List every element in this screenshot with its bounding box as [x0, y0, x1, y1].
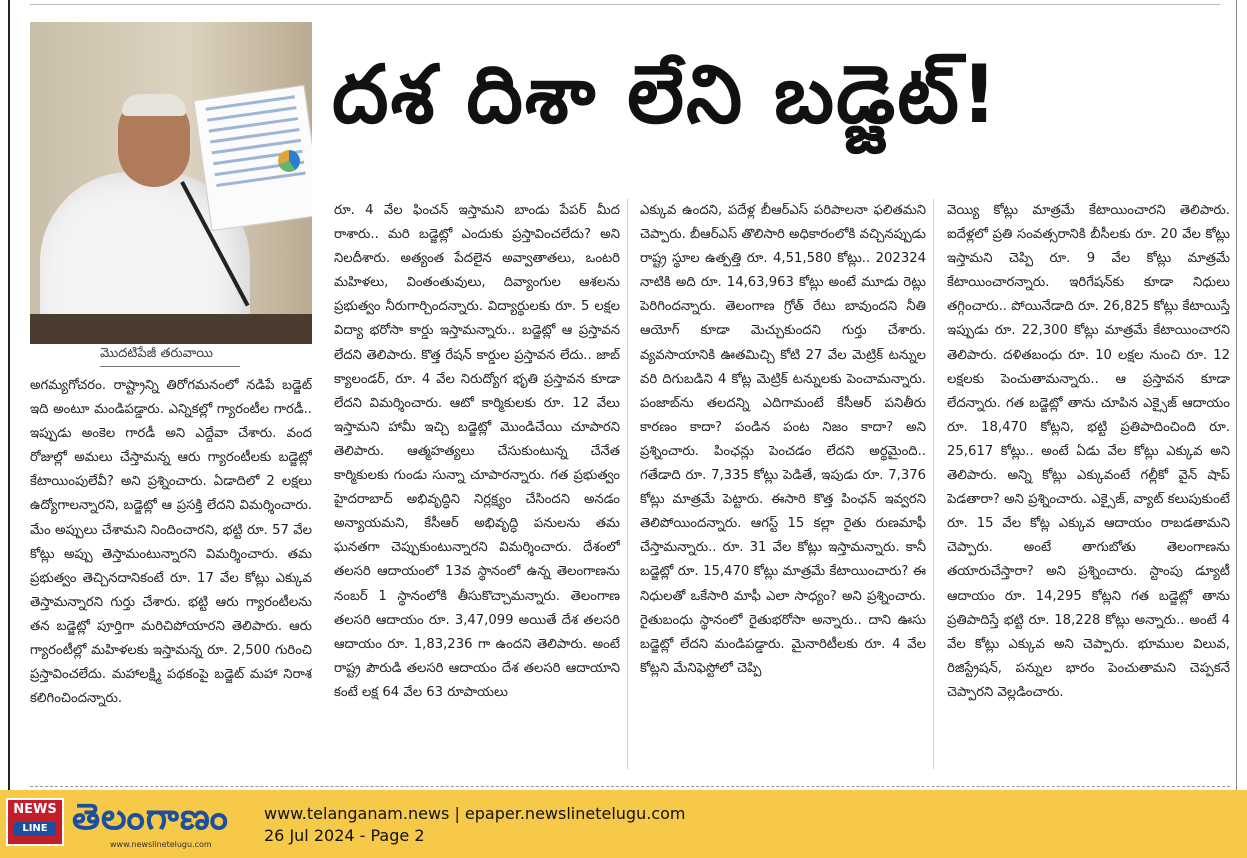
caption-underline — [100, 366, 240, 367]
newsline-logo: NEWS LINE — [6, 798, 64, 846]
edition-date: 26 Jul 2024 - Page 2 — [264, 826, 425, 845]
headline: దశ దిశా లేని బడ్జెట్! — [332, 48, 1000, 141]
footer-bar — [0, 790, 1247, 858]
photo-caption: మొదటిపేజీ తరువాయి — [100, 346, 214, 361]
site-links[interactable]: www.telanganam.news | epaper.newslinetelugu.com — [264, 804, 686, 823]
column-divider — [627, 199, 628, 769]
column-1-text: అగమ్యగోచరం. రాష్ట్రాన్ని తిరోగమనంలో నడిపే బడ్జెట్ ఇది అంటూ మండిపడ్డారు. ఎన్నికల్లో గ్యారంటీల గారడీ.. ఇప్పుడు అంకెల గారడీ అని ఎద్దేవా చేశారు. వంద రోజుల్లో అమలు చేస్తామన్న ఆరు గ్యారంటీలకు బడ్జెట్లో కేటాయింపులేవీ? అని ప్రశ్నించారు. ఏడాదిలో 2 లక్షలు ఉద్యోగాలన్నారని, బడ్జెట్లో ఆ ప్రసక్తి లేదని విమర్శించారు. మేం అప్పులు చేశామని నిందించారని, భట్టి రూ. 57 వేల కోట్లు అప్పు తెస్తామంటున్నారని విమర్శించారు. తమ ప్రభుత్వం తెచ్చినదానికంటే రూ. 17 వేల కోట్లు ఎక్కువ తెస్తామన్నారని గుర్తు చేశారు. భట్టి ఆరు గ్యారంటీలను తన బడ్జెట్లో పూర్తిగా మరిచిపోయారని తెలిపారు. ఆరు గ్యారంటీల్లో మహిళలకు ఇస్తామన్న రూ. 2,500 గురించి ప్రస్తావించలేదు. మహాలక్ష్మి పథకంపై బడ్జెట్ మహా నిరాశ కలిగించిందన్నారు. — [30, 378, 312, 707]
pie-graphic — [278, 150, 300, 172]
masthead-url: www.newslinetelugu.com — [110, 840, 212, 849]
article-column-1 — [30, 374, 312, 774]
column-divider — [933, 199, 934, 769]
masthead-title: తెలంగాణం — [72, 797, 229, 838]
column-3-text: ఎక్కువ ఉందని, పదేళ్ల బీఆర్ఎస్ పరిపాలనా ఫలితమని చెప్పారు. బీఆర్ఎస్ తొలిసారి అధికారంలోకి వచ్చినప్పుడు రాష్ట్ర స్థూల ఉత్పత్తి రూ. 4,51,580 కోట్లు.. 202324 నాటికి అది రూ. 14,63,963 కోట్లు అంటే మూడు రెట్లు పెరిగిందన్నారు. తెలంగాణ గ్రోత్ రేటు బావుందని నీతి ఆయోగ్ కూడా మెచ్చుకుందని గుర్తు చేశారు. వ్యవసాయానికి ఊతమిచ్చి కోటి 27 వేల మెట్రిక్ టన్నుల వరి దిగుబడిని 4 కోట్ల మెట్రిక్ టన్నులకు పెంచామన్నారు. పంజాబ్‌ను తలదన్ని ఎదిగామంటే కేసీఆర్ పనితీరు కారణం కాదా? పండిన పంట నిజం కాదా? అని ప్రశ్నించారు. పింఛన్లు పెంచడం లేదని అర్థమైంది.. గతేడాది రూ. 7,335 కోట్లు పెడితే, ఇపుడు రూ. 7,376 కోట్లు మాత్రమే పెట్టారు. ఈసారి కొత్త పింఛన్ ఇవ్వరని తెలిపోయిందన్నారు. ఆగస్ట్ 15 కల్లా రైతు రుణమాఫీ చేస్తామన్నారు.. రూ. 31 వేల కోట్లు ఇస్తామన్నారు. కానీ బడ్జెట్లో రూ. 15,470 కోట్లు మాత్రమే కేటాయించారు? ఈ నిధులతో ఒకేసారి మాఫీ ఎలా సాధ్యం? అని ప్రశ్నించారు. రైతుబంధు స్థానంలో రైతుభరోసా అన్నారు.. దాని ఊసు బడ్జెట్లో లేదని మండిపడ్డారు. మైనారిటీలకు రూ. 4 వేల కోట్లని మేనిఫెస్టోలో చెప్పి — [640, 203, 926, 676]
top-divider — [30, 4, 1220, 5]
article-column-2 — [334, 199, 620, 779]
article-column-3 — [640, 199, 926, 779]
page-right-rule — [1236, 0, 1237, 790]
column-4-text: వెయ్యి కోట్లు మాత్రమే కేటాయించారని తెలిపారు. ఐదేళ్లలో ప్రతి సంవత్సరానికి బీసీలకు రూ. 20 వేల కోట్లు ఇస్తామని చెప్పి రూ. 9 వేల కోట్లు మాత్రమే కేటాయించారన్నారు. ఇరిగేషన్‌కు కూడా నిధులు తగ్గించారు.. పోయినేడాది రూ. 26,825 కోట్లు కేటాయిస్తే ఇప్పుడు రూ. 22,300 కోట్లు మాత్రమే కేటాయించారని తెలిపారు. దళితబంధు రూ. 10 లక్షల నుంచి రూ. 12 లక్షలకు పెంచుతామన్నారు.. ఆ ప్రస్తావన కూడా లేదన్నారు. గత బడ్జెట్లో తాను చూపిన ఎక్సైజ్ ఆదాయం రూ. 18,470 కోట్లని, భట్టి ప్రతిపాదించింది రూ. 25,617 కోట్లు.. అంటే ఏడు వేల కోట్లు ఎక్కువ అని తెలిపారు. అన్ని కోట్లు ఎక్కువంటే గల్లీకో వైన్ షాప్ పెడతారా? అని ప్రశ్నించారు. ఎక్సైజ్, వ్యాట్ కలుపుకుంటే రూ. 15 వేల కోట్ల ఎక్కువ ఆదాయం రాబడతామని చెప్పారు. అంటే తాగుబోతు తెలంగాణను తయారుచేస్తారా? అని ప్రశ్నించారు. స్టాంపు డ్యూటీ ఆదాయం రూ. 14,295 కోట్లని గత బడ్జెట్లో తాను ప్రతిపాదిస్తే భట్టి రూ. 18,228 కోట్లు అన్నారు.. అంటే 4 వేల కోట్లు ఎక్కువ అని చెప్పారు. భూముల విలువ, రిజిస్ట్రేషన్, పన్నుల భారం పెంచుతామని చెప్పకనే చెప్పారని వెల్లడించారు. — [947, 203, 1230, 700]
article-column-4 — [947, 199, 1230, 779]
page-left-rule — [8, 0, 10, 790]
bottom-divider — [30, 786, 1230, 787]
article-photo — [30, 22, 312, 344]
column-2-text: రూ. 4 వేల ఫించన్ ఇస్తామని బాండు పేపర్ మీద రాశారు.. మరి బడ్జెట్లో ఎందుకు ప్రస్తావించలేదు? అని నిలదీశారు. అత్యంత పేదలైన అవ్వాతాతలు, ఒంటరి మహిళలు, వింతంతువులు, దివ్యాంగుల ఆశలను ప్రభుత్వం నీరుగార్చిందన్నారు. విద్యార్థులకు రూ. 5 లక్షల విద్యా భరోసా కార్డు ఇస్తామన్నారు.. బడ్జెట్లో ఆ ప్రస్తావన లేదని తెలిపారు. కొత్త రేషన్ కార్డుల ప్రస్తావన లేదు.. జాబ్ క్యాలండర్, రూ. 4 వేల నిరుద్యోగ భృతి ప్రస్తావన కూడా లేదని విమర్శించారు. ఆటో కార్మికులకు రూ. 12 వేలు ఇస్తామని హామీ ఇచ్చి బడ్జెట్లో మొండిచేయి చూపారని తెలిపారు. ఆత్మహత్యలు చేసుకుంటున్న చేనేత కార్మికులకు గుండు సున్నా చూపారన్నారు. గత ప్రభుత్వం హైదరాబాద్ అభివృద్ధిని నిర్లక్ష్యం చేసిందని అనడం అన్యాయమని, కేసీఆర్ అభివృద్ధి పనులను తమ ఘనతగా చెప్పుకుంటున్నారని విమర్శించారు. దేశంలో తలసరి ఆదాయంలో 13వ స్థానంలో ఉన్న తెలంగాణను నంబర్ 1 స్థానంలోకి తీసుకొచ్చామన్నారు. తెలంగాణ తలసరి ఆదాయం రూ. 3,47,099 అయితే దేశ తలసరి ఆదాయం రూ. 1,83,236 గా ఉందని తెలిపారు. అంటే రాష్ట్ర పౌరుడి తలసరి ఆదాయం దేశ తలసరి ఆదాయాని కంటే లక్ష 64 వేల 63 రూపాయలు — [334, 203, 620, 700]
